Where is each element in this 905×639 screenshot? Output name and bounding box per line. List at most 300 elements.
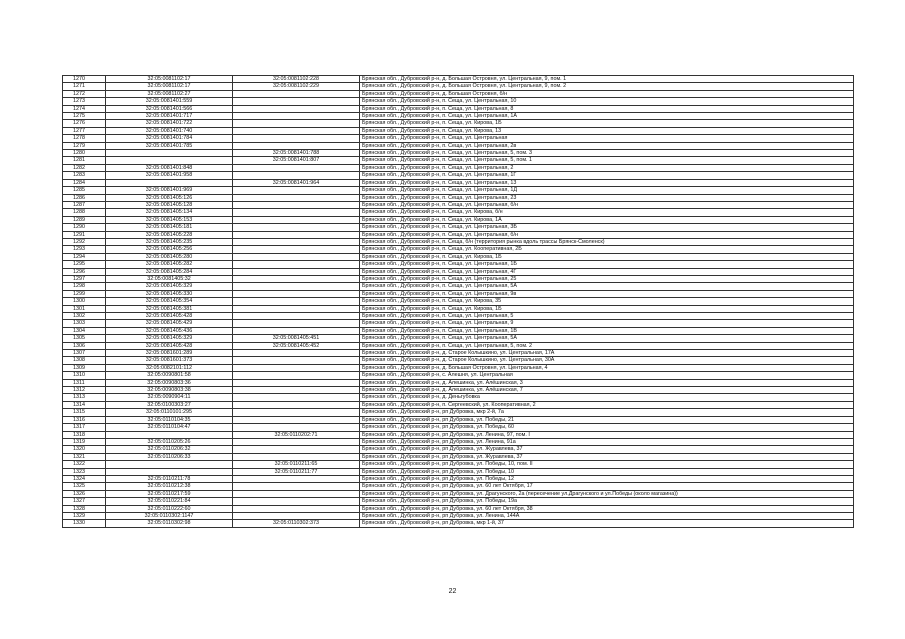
building-number-cell	[233, 261, 360, 268]
table-row	[63, 238, 854, 245]
building-number-cell	[233, 90, 360, 97]
address-cell: Брянская обл., Дубровский р-н, п. Сеща, ул. Центральная, 8	[360, 105, 854, 112]
row-index-cell: 1321	[63, 453, 106, 460]
address-cell: Брянская обл., Дубровский р-н, рп Дубровка, ул. Победы, 12	[360, 475, 854, 482]
parcel-number-cell: 32:05:0110104:47	[106, 424, 233, 431]
parcel-number-cell: 32:05:0081405:329	[106, 283, 233, 290]
building-number-cell	[233, 475, 360, 482]
building-number-cell	[233, 98, 360, 105]
address-cell: Брянская обл., Дубровский р-н, п. Сеща, ул. Центральная, 9в	[360, 290, 854, 297]
address-cell: Брянская обл., Дубровский р-н, рп Дубровка, ул. Ленина, 97, пом. I	[360, 431, 854, 438]
table-row	[63, 431, 854, 438]
building-number-cell	[233, 283, 360, 290]
table-row	[63, 253, 854, 260]
parcel-number-cell: 32:05:0081405:128	[106, 201, 233, 208]
building-number-cell	[233, 105, 360, 112]
row-index-cell: 1317	[63, 424, 106, 431]
address-cell: Брянская обл., Дубровский р-н, п. Сеща, ул. Центральная, 25	[360, 275, 854, 282]
table-row	[63, 416, 854, 423]
table-row	[63, 401, 854, 408]
building-number-cell: 32:05:0081102:228	[233, 76, 360, 83]
address-cell: Брянская обл., Дубровский р-н, рп Дубровка, ул. Журавлева, 37	[360, 453, 854, 460]
building-number-cell	[233, 224, 360, 231]
building-number-cell	[233, 298, 360, 305]
parcel-number-cell: 32:05:0081102:17	[106, 83, 233, 90]
parcel-number-cell: 32:05:0081405:228	[106, 231, 233, 238]
table-row	[63, 150, 854, 157]
address-cell: Брянская обл., Дубровский р-н, рп Дубровка, ул. Победы, 60	[360, 424, 854, 431]
table-row	[63, 216, 854, 223]
building-number-cell: 32:05:0081401:788	[233, 150, 360, 157]
address-cell: Брянская обл., Дубровский р-н, п. Сеща, ул. Центральная, 5А	[360, 335, 854, 342]
table-row	[63, 275, 854, 282]
row-index-cell: 1287	[63, 201, 106, 208]
building-number-cell	[233, 187, 360, 194]
row-index-cell: 1284	[63, 179, 106, 186]
table-row	[63, 194, 854, 201]
parcel-number-cell: 32:05:0090803:36	[106, 379, 233, 386]
row-index-cell: 1291	[63, 231, 106, 238]
address-cell: Брянская обл., Дубровский р-н, рп Дубровка, мкр 2-й, 7а	[360, 409, 854, 416]
building-number-cell: 32:05:0081401:964	[233, 179, 360, 186]
building-number-cell	[233, 127, 360, 134]
parcel-number-cell	[106, 468, 233, 475]
building-number-cell	[233, 372, 360, 379]
building-number-cell	[233, 387, 360, 394]
row-index-cell: 1316	[63, 416, 106, 423]
address-cell: Брянская обл., Дубровский р-н, д. Большая Островня, ул. Центральная, 9, пом. 2	[360, 83, 854, 90]
row-index-cell: 1276	[63, 120, 106, 127]
table-row	[63, 83, 854, 90]
row-index-cell: 1270	[63, 76, 106, 83]
row-index-cell: 1314	[63, 401, 106, 408]
parcel-number-cell: 32:05:0100303:27	[106, 401, 233, 408]
building-number-cell	[233, 364, 360, 371]
row-index-cell: 1282	[63, 164, 106, 171]
row-index-cell: 1315	[63, 409, 106, 416]
parcel-number-cell	[106, 179, 233, 186]
table-row	[63, 320, 854, 327]
address-cell: Брянская обл., Дубровский р-н, п. Сеща, ул. Кооперативная, 2Б	[360, 246, 854, 253]
parcel-number-cell: 32:05:0110101:295	[106, 409, 233, 416]
building-number-cell	[233, 320, 360, 327]
building-number-cell	[233, 231, 360, 238]
parcel-number-cell: 32:05:0110212:38	[106, 483, 233, 490]
address-cell: Брянская обл., Дубровский р-н, п. Сеща, ул. Центральная, 2в	[360, 142, 854, 149]
building-number-cell: 32:05:0081102:229	[233, 83, 360, 90]
row-index-cell: 1308	[63, 357, 106, 364]
row-index-cell: 1307	[63, 350, 106, 357]
address-cell: Брянская обл., Дубровский р-н, д. Алешинка, ул. Алёшинская, 7	[360, 387, 854, 394]
table-row	[63, 179, 854, 186]
table-row	[63, 327, 854, 334]
row-index-cell: 1313	[63, 394, 106, 401]
building-number-cell	[233, 327, 360, 334]
building-number-cell	[233, 209, 360, 216]
building-number-cell	[233, 268, 360, 275]
building-number-cell	[233, 113, 360, 120]
row-index-cell: 1275	[63, 113, 106, 120]
table-row	[63, 490, 854, 497]
row-index-cell: 1319	[63, 438, 106, 445]
parcel-number-cell: 32:05:0081405:381	[106, 305, 233, 312]
address-cell: Брянская обл., Дубровский р-н, рп Дубровка, ул. Победы, 19а	[360, 498, 854, 505]
row-index-cell: 1273	[63, 98, 106, 105]
parcel-number-cell: 32:05:0081401:969	[106, 187, 233, 194]
table-row	[63, 283, 854, 290]
row-index-cell: 1306	[63, 342, 106, 349]
parcel-number-cell: 32:05:0081405:153	[106, 216, 233, 223]
building-number-cell	[233, 505, 360, 512]
row-index-cell: 1324	[63, 475, 106, 482]
building-number-cell	[233, 453, 360, 460]
row-index-cell: 1281	[63, 157, 106, 164]
building-number-cell	[233, 135, 360, 142]
parcel-number-cell: 32:05:0110205:26	[106, 438, 233, 445]
row-index-cell: 1296	[63, 268, 106, 275]
address-cell: Брянская обл., Дубровский р-н, п. Сеща, ул. Центральная, 5, пом. 2	[360, 342, 854, 349]
address-cell: Брянская обл., Дубровский р-н, рп Дубровка, ул. Победы, 10	[360, 468, 854, 475]
building-number-cell	[233, 438, 360, 445]
table-row	[63, 231, 854, 238]
building-number-cell	[233, 238, 360, 245]
table-row	[63, 268, 854, 275]
row-index-cell: 1272	[63, 90, 106, 97]
row-index-cell: 1327	[63, 498, 106, 505]
building-number-cell	[233, 290, 360, 297]
address-cell: Брянская обл., Дубровский р-н, д. Алешинка, ул. Алёшинская, 3	[360, 379, 854, 386]
table-row	[63, 394, 854, 401]
address-cell: Брянская обл., Дубровский р-н, п. Сеща, ул. Центральная, 13	[360, 179, 854, 186]
address-cell: Брянская обл., Дубровский р-н, п. Сеща, ул. Центральная, 5	[360, 313, 854, 320]
building-number-cell: 32:05:0081405:452	[233, 342, 360, 349]
parcel-number-cell: 32:05:0090801:58	[106, 372, 233, 379]
table-row	[63, 461, 854, 468]
table-row	[63, 157, 854, 164]
table-row	[63, 172, 854, 179]
table-row	[63, 342, 854, 349]
parcel-number-cell: 32:05:0081401:848	[106, 164, 233, 171]
table-row	[63, 446, 854, 453]
row-index-cell: 1299	[63, 290, 106, 297]
parcel-number-cell: 32:05:0110302:1147	[106, 512, 233, 519]
parcel-number-cell: 32:05:0081401:559	[106, 98, 233, 105]
parcel-number-cell: 32:05:0110211:78	[106, 475, 233, 482]
address-cell: Брянская обл., Дубровский р-н, п. Сеща, ул. Кирова, б/н	[360, 209, 854, 216]
table-row	[63, 468, 854, 475]
table-row	[63, 364, 854, 371]
building-number-cell: 32:05:0110211:77	[233, 468, 360, 475]
table-row	[63, 209, 854, 216]
building-number-cell	[233, 512, 360, 519]
parcel-number-cell: 32:05:0081405:429	[106, 320, 233, 327]
row-index-cell: 1326	[63, 490, 106, 497]
address-cell: Брянская обл., Дубровский р-н, п. Сеща, ул. Кирова, 1А	[360, 216, 854, 223]
address-cell: Брянская обл., Дубровский р-н, п. Сеща, ул. Кирова, 1Б	[360, 305, 854, 312]
row-index-cell: 1294	[63, 253, 106, 260]
row-index-cell: 1285	[63, 187, 106, 194]
parcel-number-cell: 32:05:0090803:38	[106, 387, 233, 394]
table-row	[63, 261, 854, 268]
parcel-number-cell: 32:05:0081405:256	[106, 246, 233, 253]
parcel-number-cell: 32:05:0110206:32	[106, 446, 233, 453]
parcel-number-cell: 32:05:0081401:958	[106, 172, 233, 179]
row-index-cell: 1304	[63, 327, 106, 334]
row-index-cell: 1298	[63, 283, 106, 290]
parcel-number-cell: 32:05:0081405:134	[106, 209, 233, 216]
building-number-cell	[233, 120, 360, 127]
table-row	[63, 475, 854, 482]
row-index-cell: 1309	[63, 364, 106, 371]
parcel-number-cell: 32:05:0081405:330	[106, 290, 233, 297]
building-number-cell: 32:05:0081401:807	[233, 157, 360, 164]
parcel-number-cell: 32:05:0081401:722	[106, 120, 233, 127]
parcel-number-cell: 32:05:0081405:428	[106, 313, 233, 320]
row-index-cell: 1302	[63, 313, 106, 320]
table-row	[63, 453, 854, 460]
table-row	[63, 142, 854, 149]
address-cell: Брянская обл., Дубровский р-н, рп Дубровка, ул. Журавлева, 37	[360, 446, 854, 453]
address-cell: Брянская обл., Дубровский р-н, д. Старое Колышкино, ул. Центральная, 30А	[360, 357, 854, 364]
row-index-cell: 1303	[63, 320, 106, 327]
parcel-number-cell	[106, 431, 233, 438]
row-index-cell: 1278	[63, 135, 106, 142]
row-index-cell: 1323	[63, 468, 106, 475]
row-index-cell: 1280	[63, 150, 106, 157]
parcel-number-cell: 32:05:0081405:280	[106, 253, 233, 260]
address-cell: Брянская обл., Дубровский р-н, п. Сеща, ул. Центральная, 5, пом. 3	[360, 150, 854, 157]
parcel-number-cell	[106, 157, 233, 164]
building-number-cell	[233, 246, 360, 253]
address-cell: Брянская обл., Дубровский р-н, п. Сеща, ул. Кирова, 1Б	[360, 120, 854, 127]
parcel-number-cell: 32:05:0081405:181	[106, 224, 233, 231]
address-cell: Брянская обл., Дубровский р-н, рп Дубровка, ул. 60 лет Октября, 17	[360, 483, 854, 490]
address-cell: Брянская обл., Дубровский р-н, п. Сеща, ул. Центральная, 1Д	[360, 187, 854, 194]
address-cell: Брянская обл., Дубровский р-н, д. Большая Островня, б/н	[360, 90, 854, 97]
parcel-number-cell: 32:05:0081401:566	[106, 105, 233, 112]
parcel-number-cell: 32:05:0081401:717	[106, 113, 233, 120]
parcel-number-cell: 32:05:0081401:740	[106, 127, 233, 134]
row-index-cell: 1328	[63, 505, 106, 512]
row-index-cell: 1330	[63, 520, 106, 527]
address-cell: Брянская обл., Дубровский р-н, рп Дубровка, ул. Победы, 10, пом. II	[360, 461, 854, 468]
building-number-cell	[233, 490, 360, 497]
parcel-number-cell	[106, 150, 233, 157]
row-index-cell: 1311	[63, 379, 106, 386]
table-row	[63, 224, 854, 231]
row-index-cell: 1279	[63, 142, 106, 149]
parcel-number-cell: 32:05:0082101:112	[106, 364, 233, 371]
address-cell: Брянская обл., Дубровский р-н, п. Сеща, ул. Центральная, 23	[360, 194, 854, 201]
row-index-cell: 1288	[63, 209, 106, 216]
parcel-number-cell: 32:05:0081405:436	[106, 327, 233, 334]
parcel-number-cell: 32:05:0090904:11	[106, 394, 233, 401]
building-number-cell	[233, 305, 360, 312]
row-index-cell: 1274	[63, 105, 106, 112]
building-number-cell	[233, 379, 360, 386]
table-row	[63, 357, 854, 364]
address-cell: Брянская обл., Дубровский р-н, п. Сеща, ул. Центральная	[360, 135, 854, 142]
building-number-cell	[233, 394, 360, 401]
building-number-cell	[233, 416, 360, 423]
row-index-cell: 1277	[63, 127, 106, 134]
address-cell: Брянская обл., Дубровский р-н, рп Дубровка, мкр 1-й, 37	[360, 520, 854, 527]
building-number-cell	[233, 216, 360, 223]
building-number-cell	[233, 446, 360, 453]
building-number-cell: 32:05:0110302:373	[233, 520, 360, 527]
table-row	[63, 90, 854, 97]
row-index-cell: 1293	[63, 246, 106, 253]
parcel-number-cell: 32:05:0110104:35	[106, 416, 233, 423]
row-index-cell: 1322	[63, 461, 106, 468]
address-cell: Брянская обл., Дубровский р-н, п. Сеща, б/н (территория рынка вдоль трассы Брянск-Смоленск)	[360, 238, 854, 245]
table-row	[63, 105, 854, 112]
address-cell: Брянская обл., Дубровский р-н, п. Сеща, ул. Центральная, б/н	[360, 231, 854, 238]
address-cell: Брянская обл., Дубровский р-н, п. Сеща, ул. Центральная, б/н	[360, 201, 854, 208]
address-cell: Брянская обл., Дубровский р-н, п. Сеща, ул. Центральная, 3Б	[360, 224, 854, 231]
row-index-cell: 1300	[63, 298, 106, 305]
parcel-number-cell: 32:05:0081601:373	[106, 357, 233, 364]
building-number-cell	[233, 350, 360, 357]
address-cell: Брянская обл., Дубровский р-н, д. Старое Колышкино, ул. Центральная, 17А	[360, 350, 854, 357]
table-row	[63, 305, 854, 312]
table-row	[63, 335, 854, 342]
address-cell: Брянская обл., Дубровский р-н, рп Дубровка, ул. 60 лет Октября, 38	[360, 505, 854, 512]
building-number-cell	[233, 498, 360, 505]
building-number-cell	[233, 401, 360, 408]
parcel-number-cell: 32:05:0081405:126	[106, 194, 233, 201]
table-row	[63, 387, 854, 394]
table-row	[63, 290, 854, 297]
building-number-cell	[233, 142, 360, 149]
row-index-cell: 1295	[63, 261, 106, 268]
table-row	[63, 512, 854, 519]
table-row	[63, 120, 854, 127]
building-number-cell	[233, 313, 360, 320]
row-index-cell: 1301	[63, 305, 106, 312]
address-cell: Брянская обл., Дубровский р-н, п. Сеща, ул. Центральная, 1Б	[360, 261, 854, 268]
row-index-cell: 1286	[63, 194, 106, 201]
building-number-cell	[233, 483, 360, 490]
address-cell: Брянская обл., Дубровский р-н, п. Сеща, ул. Кирова, 35	[360, 298, 854, 305]
address-cell: Брянская обл., Дубровский р-н, рп Дубровка, ул. Драгунского, 2а (пересечение ул.Драгунского и ул.Победы (около магазина))	[360, 490, 854, 497]
building-number-cell	[233, 357, 360, 364]
parcel-number-cell: 32:05:0081405:282	[106, 261, 233, 268]
table-row	[63, 164, 854, 171]
row-index-cell: 1305	[63, 335, 106, 342]
row-index-cell: 1329	[63, 512, 106, 519]
building-number-cell	[233, 424, 360, 431]
parcel-number-cell: 32:05:0110221:84	[106, 498, 233, 505]
table-row	[63, 135, 854, 142]
parcel-number-cell: 32:05:0081601:289	[106, 350, 233, 357]
table-row	[63, 483, 854, 490]
table-row	[63, 313, 854, 320]
address-cell: Брянская обл., Дубровский р-н, с. Алешня, ул. Центральная	[360, 372, 854, 379]
row-index-cell: 1283	[63, 172, 106, 179]
row-index-cell: 1320	[63, 446, 106, 453]
table-row	[63, 350, 854, 357]
parcel-number-cell: 32:05:0110302:98	[106, 520, 233, 527]
parcel-number-cell: 32:05:0081405:235	[106, 238, 233, 245]
table-row	[63, 424, 854, 431]
table-row	[63, 520, 854, 527]
table-row	[63, 409, 854, 416]
page-number: 22	[448, 588, 457, 595]
address-cell: Брянская обл., Дубровский р-н, п. Сеща, ул. Кирова, 13	[360, 127, 854, 134]
building-number-cell	[233, 172, 360, 179]
table-row	[63, 98, 854, 105]
table-row	[63, 127, 854, 134]
table-row	[63, 498, 854, 505]
parcel-number-cell: 32:05:0081102:17	[106, 76, 233, 83]
parcel-number-cell: 32:05:0110206:33	[106, 453, 233, 460]
parcel-number-cell	[106, 461, 233, 468]
address-cell: Брянская обл., Дубровский р-н, п. Сеща, ул. Центральная, 4Г	[360, 268, 854, 275]
parcel-number-cell: 32:05:0081405:354	[106, 298, 233, 305]
row-index-cell: 1292	[63, 238, 106, 245]
parcel-number-cell: 32:05:0081401:784	[106, 135, 233, 142]
address-cell: Брянская обл., Дубровский р-н, п. Сеща, ул. Центральная, 9	[360, 320, 854, 327]
building-number-cell	[233, 409, 360, 416]
address-cell: Брянская обл., Дубровский р-н, п. Сеща, ул. Центральная, 10	[360, 98, 854, 105]
building-number-cell: 32:05:0110202:71	[233, 431, 360, 438]
table-row	[63, 438, 854, 445]
table-row	[63, 298, 854, 305]
row-index-cell: 1318	[63, 431, 106, 438]
table-row	[63, 246, 854, 253]
building-number-cell: 32:05:0081405:451	[233, 335, 360, 342]
parcel-number-cell: 32:05:0081405:329	[106, 335, 233, 342]
building-number-cell	[233, 253, 360, 260]
address-cell: Брянская обл., Дубровский р-н, п. Сеща, ул. Центральная, 5, пом. 1	[360, 157, 854, 164]
row-index-cell: 1312	[63, 387, 106, 394]
parcel-number-cell: 32:05:0110217:59	[106, 490, 233, 497]
property-table	[62, 75, 854, 528]
parcel-number-cell: 32:05:0081405:32	[106, 275, 233, 282]
table-row	[63, 379, 854, 386]
table-row	[63, 505, 854, 512]
address-cell: Брянская обл., Дубровский р-н, п. Сеща, ул. Центральная, 5А	[360, 283, 854, 290]
address-cell: Брянская обл., Дубровский р-н, рп Дубровка, ул. Победы, 21	[360, 416, 854, 423]
table-row	[63, 76, 854, 83]
parcel-number-cell: 32:05:0081401:785	[106, 142, 233, 149]
address-cell: Брянская обл., Дубровский р-н, д. Большая Островня, ул. Центральная, 9, пом. 1	[360, 76, 854, 83]
building-number-cell: 32:05:0110211:65	[233, 461, 360, 468]
building-number-cell	[233, 201, 360, 208]
table-row	[63, 187, 854, 194]
address-cell: Брянская обл., Дубровский р-н, п. Сеща, ул. Центральная, 2	[360, 164, 854, 171]
parcel-number-cell: 32:05:0081405:284	[106, 268, 233, 275]
address-cell: Брянская обл., Дубровский р-н, п. Сеща, ул. Центральная, 1А	[360, 113, 854, 120]
building-number-cell	[233, 194, 360, 201]
address-cell: Брянская обл., Дубровский р-н, рп Дубровка, ул. Ленина, 91а	[360, 438, 854, 445]
address-cell: Брянская обл., Дубровский р-н, д. Большая Островня, ул. Центральная, 4	[360, 364, 854, 371]
table-body	[63, 76, 854, 528]
address-cell: Брянская обл., Дубровский р-н, п. Сеща, ул. Центральная, 1Г	[360, 172, 854, 179]
row-index-cell: 1310	[63, 372, 106, 379]
parcel-number-cell: 32:05:0081405:428	[106, 342, 233, 349]
row-index-cell: 1297	[63, 275, 106, 282]
row-index-cell: 1271	[63, 83, 106, 90]
address-cell: Брянская обл., Дубровский р-н, рп Дубровка, ул. Ленина, 144А	[360, 512, 854, 519]
address-cell: Брянская обл., Дубровский р-н, д. Деньгубовка	[360, 394, 854, 401]
row-index-cell: 1289	[63, 216, 106, 223]
row-index-cell: 1325	[63, 483, 106, 490]
address-cell: Брянская обл., Дубровский р-н, п. Сергеевский, ул. Кооперативная, 2	[360, 401, 854, 408]
table-row	[63, 113, 854, 120]
parcel-number-cell: 32:05:0110222:60	[106, 505, 233, 512]
